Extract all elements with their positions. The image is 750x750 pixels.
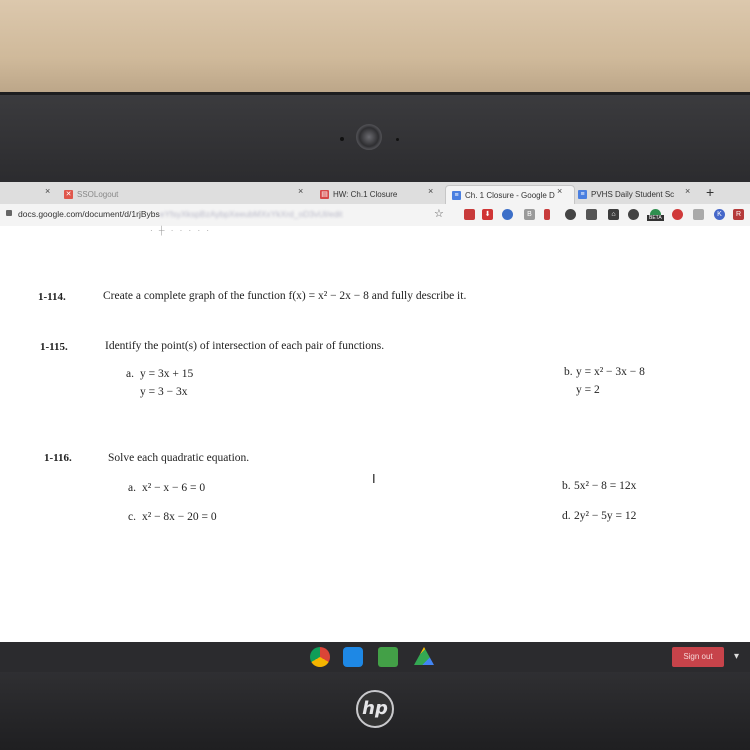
tab-close-button[interactable]: ×: [428, 186, 434, 196]
equation: x² − x − 6 = 0: [142, 482, 206, 494]
extension-icon[interactable]: [628, 209, 639, 220]
google-docs-icon: ≡: [578, 190, 587, 199]
equation: y = 2: [576, 384, 600, 396]
camera-light-dot: [396, 138, 399, 141]
problem-number: 1-116.: [44, 452, 72, 464]
part-label: a.: [128, 482, 136, 494]
extension-icon[interactable]: [693, 209, 704, 220]
equation: y = 3x + 15: [140, 368, 194, 380]
tab-ch1-closure-google-docs[interactable]: [445, 185, 575, 205]
tab-pvhs-daily-student[interactable]: [578, 185, 686, 204]
beta-badge: BETA: [649, 215, 662, 221]
browser-tab-bar: [0, 182, 750, 205]
webcam: [356, 124, 382, 150]
part-label: c.: [128, 511, 136, 523]
problem-text: Identify the point(s) of intersection of each pair of functions.: [105, 340, 385, 352]
equation: y = 3 − 3x: [140, 386, 188, 398]
document-page[interactable]: [0, 226, 750, 642]
problem-text: Create a complete graph of the function f(x) = x² − 2x − 8 and fully describe it.: [103, 290, 467, 302]
extension-icon[interactable]: ⬇: [482, 209, 493, 220]
problem-number: 1-114.: [38, 291, 66, 303]
arrow-app-icon[interactable]: [343, 647, 363, 667]
equation: y = x² − 3x − 8: [576, 366, 645, 378]
bookmark-icon[interactable]: [544, 209, 550, 220]
ruler-marks: · ┼ · · · · ·: [150, 226, 211, 235]
os-shelf: [0, 642, 750, 672]
extension-icon[interactable]: [565, 209, 576, 220]
chevron-down-icon[interactable]: ▾: [734, 651, 740, 662]
gallery-app-icon[interactable]: [378, 647, 398, 667]
google-drive-icon[interactable]: [414, 647, 434, 667]
part-label: b.: [564, 366, 573, 378]
part-label: a.: [126, 368, 134, 380]
extension-icon[interactable]: [586, 209, 597, 220]
hp-logo: hp: [356, 690, 394, 728]
laptop-screen: [0, 182, 750, 672]
url-text: docs.google.com/document/d/1rjBybs: [18, 209, 160, 219]
url-text-blurred: eYfsyXkspBzAybpXeeubMXxYkXrd_oD3vUl/edit: [159, 209, 343, 219]
google-docs-icon: ≡: [452, 191, 461, 200]
tab-label: SSOLogout: [77, 190, 119, 199]
equation: x² − 8x − 20 = 0: [142, 511, 217, 523]
tab-close-button[interactable]: ×: [298, 186, 304, 196]
new-tab-button[interactable]: +: [706, 184, 715, 200]
extension-icon[interactable]: [672, 209, 683, 220]
tab-label: PVHS Daily Student Sc: [591, 190, 675, 199]
app-icon: ▤: [321, 191, 328, 198]
tab-hw-ch1-closure[interactable]: [320, 185, 430, 204]
tab-close-button[interactable]: ×: [685, 186, 691, 196]
background-wall: [0, 0, 750, 98]
sign-out-button[interactable]: Sign out: [672, 647, 724, 667]
equation: 5x² − 8 = 12x: [574, 480, 637, 492]
text-cursor-icon: I: [372, 471, 376, 486]
extension-icon[interactable]: R: [733, 209, 744, 220]
part-label: d.: [562, 510, 571, 522]
tab-ssologout[interactable]: [64, 185, 184, 204]
chrome-icon[interactable]: [310, 647, 330, 667]
extension-icon[interactable]: [502, 209, 513, 220]
part-label: b.: [562, 480, 571, 492]
url-field[interactable]: [18, 209, 342, 219]
home-icon[interactable]: ⌂: [608, 209, 619, 220]
problem-number: 1-115.: [40, 341, 68, 353]
extension-icon[interactable]: K: [714, 209, 725, 220]
tab-close-button[interactable]: ×: [557, 186, 563, 196]
tab-close-button[interactable]: ×: [45, 186, 51, 196]
tab-label: HW: Ch.1 Closure: [333, 190, 398, 199]
equation: 2y² − 5y = 12: [574, 510, 637, 522]
extension-icon[interactable]: [464, 209, 475, 220]
tab-label: Ch. 1 Closure - Google D: [465, 191, 555, 200]
camera-sensor-dot: [340, 137, 344, 141]
bookmark-star-icon[interactable]: ☆: [434, 208, 444, 220]
x-logo-icon: ✕: [65, 191, 72, 198]
problem-text: Solve each quadratic equation.: [108, 452, 250, 464]
address-bar: [0, 204, 750, 227]
lock-icon: [6, 210, 12, 216]
extension-icon[interactable]: B: [524, 209, 535, 220]
